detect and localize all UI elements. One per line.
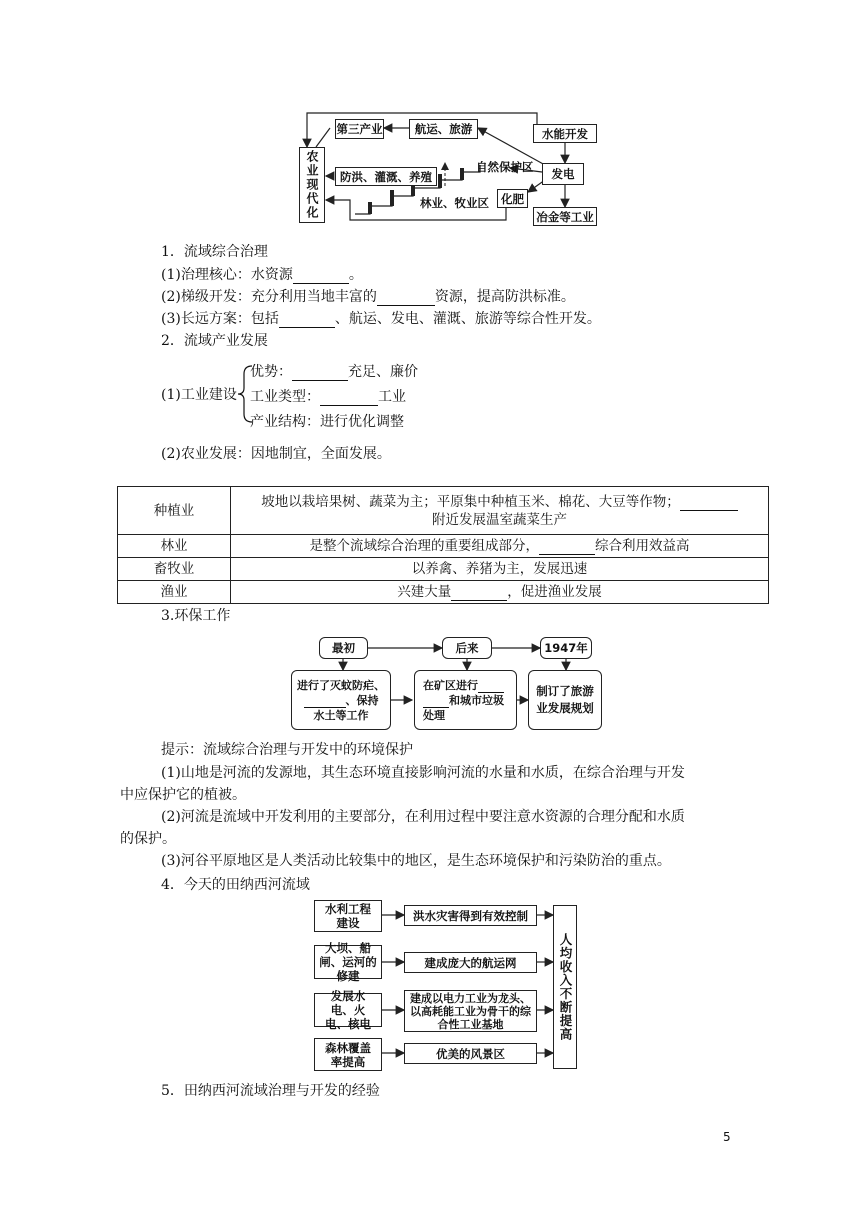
early-work-box: 进行了灭蚊防疟、 、保持 水土等工作: [291, 670, 391, 730]
industry-structure: 产业结构：进行优化调整: [250, 414, 404, 430]
industrial-base-box: 建成以电力工业为龙头、以高耗能工业为骨干的综合性工业基地: [404, 990, 537, 1032]
nature-reserve-label: 自然保护区: [476, 160, 534, 174]
shipping-network-box: 建成庞大的航运网: [404, 952, 537, 973]
table-cell: 兴建大量 ，促进渔业发展: [231, 581, 769, 604]
flood-control-box: 洪水灾害得到有效控制: [404, 905, 537, 926]
table-cell: 坡地以栽培果树、蔬菜为主；平原集中种植玉米、棉花、大豆等作物； 附近发展温室蔬菜生产: [231, 487, 769, 535]
tertiary-industry-box: 第三产业: [335, 119, 384, 139]
sec1-line2: (2)梯级开发：充分利用当地丰富的 资源，提高防洪标准。: [161, 289, 575, 305]
sec1-line3: (3)长远方案：包括 、航运、发电、灌溉、旅游等综合性开发。: [161, 311, 601, 327]
agri-development: (2)农业发展：因地制宜，全面发展。: [161, 446, 391, 462]
table-cell: 是整个流域综合治理的重要组成部分， 综合利用效益高: [231, 535, 769, 558]
shipping-tourism-box: 航运、旅游: [409, 119, 478, 139]
income-result-box: 人均收入不断提高: [553, 905, 577, 1069]
table-cell: 以养禽、养猪为主，发展迅速: [231, 558, 769, 581]
tips-p2a: (2)河流是流域中开发利用的主要部分，在利用过程中要注意水资源的合理分配和水质: [161, 809, 685, 825]
tips-p1b: 中应保护它的植被。: [120, 787, 246, 803]
power-generation-box: 发电: [542, 163, 584, 185]
dam-lock-box: 大坝、船闸、运河的修建: [314, 945, 382, 979]
industry-type: 工业类型： 工业: [250, 389, 406, 405]
tips-p1a: (1)山地是河流的发源地，其生态环境直接影响河流的水量和水质，在综合治理与开发: [161, 765, 685, 781]
table-header-cell: 畜牧业: [118, 558, 231, 581]
sec2-title: 2．流域产业发展: [161, 333, 268, 349]
water-project-box: 水利工程建设: [314, 900, 382, 932]
sec5-title: 5．田纳西河流域治理与开发的经验: [161, 1083, 380, 1099]
forestry-area-label: 林业、牧业区: [420, 196, 489, 210]
scenic-area-box: 优美的风景区: [404, 1043, 537, 1064]
mining-work-box: 在矿区进行 和城市垃圾 处理: [414, 670, 517, 730]
sec4-title: 4．今天的田纳西河流域: [161, 877, 310, 893]
year-1947-box: 1947年: [540, 637, 592, 659]
industry-label: (1)工业建设: [161, 387, 237, 403]
sec1-title: 1．流域综合治理: [161, 244, 268, 260]
sec3-title: 3.环保工作: [161, 608, 231, 624]
tips-title: 提示：流域综合治理与开发中的环境保护: [161, 742, 413, 758]
later-box: 后来: [442, 637, 492, 659]
first-box: 最初: [319, 637, 368, 659]
tips-p2b: 的保护。: [120, 831, 176, 847]
sec1-line1: (1)治理核心：水资源 。: [161, 267, 363, 283]
fertilizer-box: 化肥: [497, 189, 528, 208]
flood-irrigation-box: 防洪、灌溉、养殖: [335, 167, 437, 186]
table-header-cell: 渔业: [118, 581, 231, 604]
table-header-cell: 种植业: [118, 487, 231, 535]
industry-advantage: 优势： 充足、廉价: [250, 364, 418, 380]
tourism-plan-box: 制订了旅游业发展规划: [528, 670, 602, 730]
power-dev-box: 发展水电、火电、核电: [314, 993, 382, 1027]
agri-modernization-box: 农业现代化: [299, 147, 325, 223]
table-header-cell: 林业: [118, 535, 231, 558]
hydropower-box: 水能开发: [533, 124, 597, 143]
tips-p3: (3)河谷平原地区是人类活动比较集中的地区，是生态环境保护和污染防治的重点。: [161, 853, 671, 869]
page-number: 5: [723, 1130, 731, 1144]
forest-cover-box: 森林覆盖率提高: [314, 1038, 382, 1071]
metallurgy-box: 冶金等工业: [533, 207, 597, 226]
